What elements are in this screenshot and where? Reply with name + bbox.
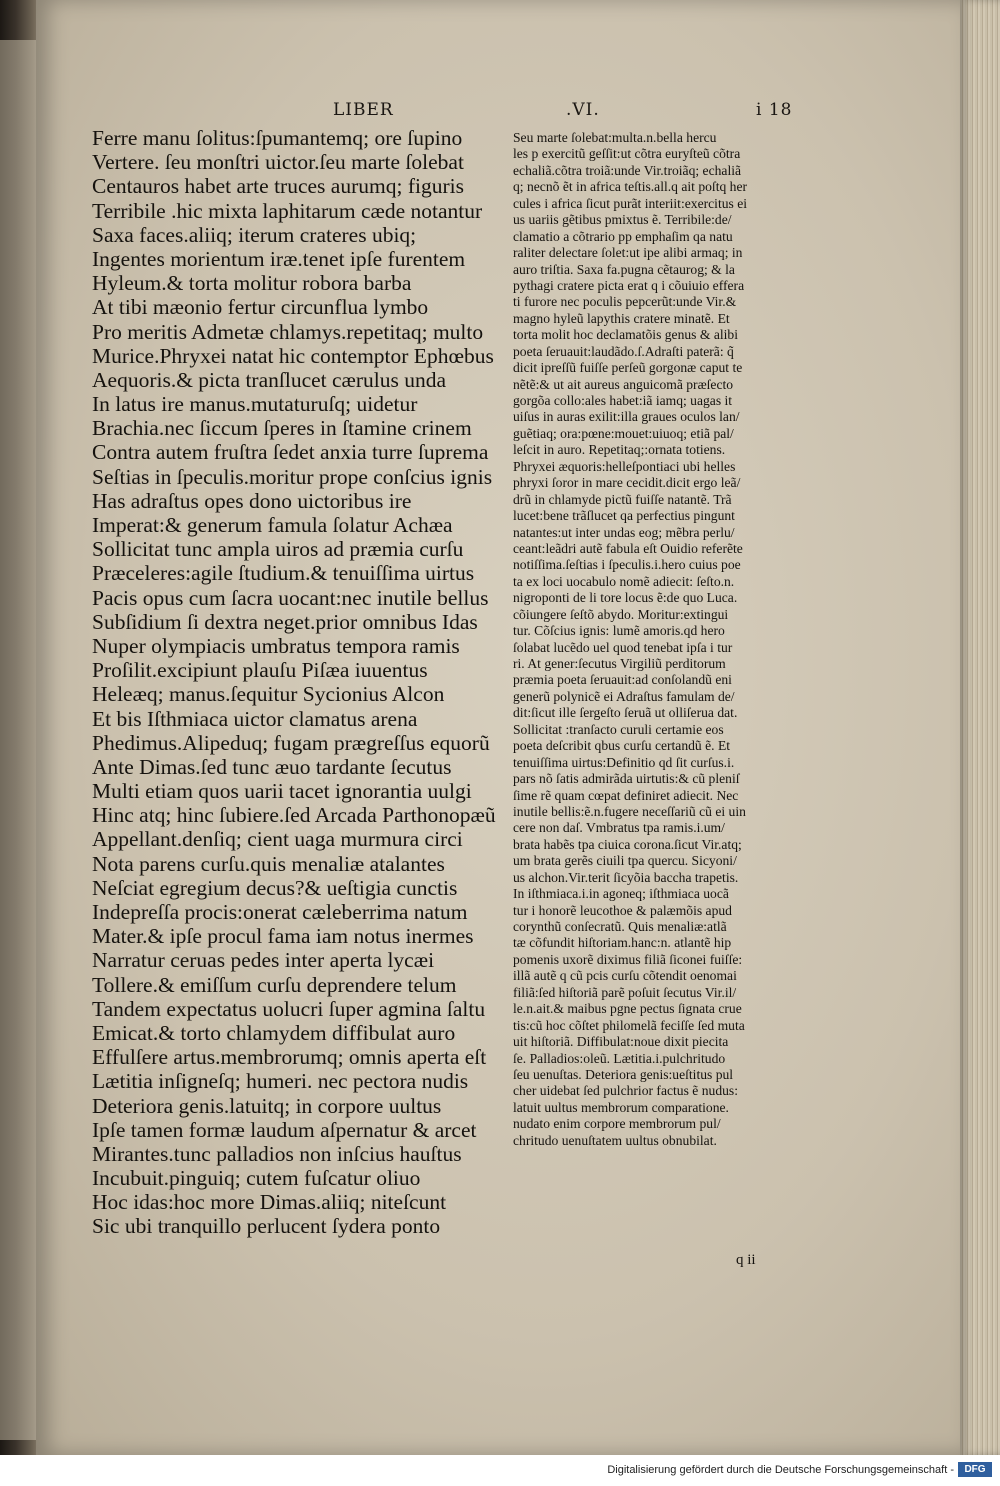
commentary-line: chritudo uenuſtatem uultus obnubilat. — [513, 1132, 717, 1148]
page-stack-edge — [960, 0, 1000, 1455]
commentary-line: uiſus in auras exilit:illa graues oculos lan/ — [513, 409, 740, 425]
header-liber: LIBER — [333, 100, 394, 120]
poem-line: Proſilit.excipiunt plauſu Piſæa iuuentus — [92, 658, 428, 683]
commentary-line: brata habẽs tpa ciuica corona.ſicut Vir.atq; — [513, 836, 742, 852]
dfg-logo: DFG — [958, 1462, 992, 1477]
commentary-line: poeta deſcribit qbus curſu certandũ ẽ. Et — [513, 738, 731, 754]
poem-line: Murice.Phryxei natat hic contemptor Ephœbus — [92, 343, 494, 368]
commentary-line: q; necnõ ẽt in africa teſtis.all.q ait poſtq her — [513, 179, 748, 195]
commentary-line: corynthũ conſecratũ. Quis menaliæ:atlã — [513, 919, 727, 934]
poem-line: Phedimus.Alipeduq; fugam prægreſſus equorũ — [92, 730, 490, 755]
commentary-line: tur i honorẽ leucothoe & palæmõis apud — [513, 902, 732, 918]
poem-line: Vertere. ſeu monſtri uictor.ſeu marte ſolebat — [92, 150, 464, 175]
commentary-line: nẽtẽ:& ut ait aureus anguicomã præſecto — [513, 376, 734, 392]
commentary-line: ſeu uenuſtas. Deteriora genis:ueſtitus pul — [513, 1066, 734, 1082]
commentary-column — [513, 130, 813, 1149]
poem-line: Centauros habet arte truces aurumq; figuris — [92, 174, 464, 199]
commentary-line: pythagi cratere picta erat q i cõuiuio effera — [513, 277, 745, 293]
poem-line: In latus ire manus.mutaturuſq; uidetur — [92, 392, 418, 417]
poem-line: Tandem expectatus uolucri ſuper agmina ſaltu — [92, 996, 486, 1021]
poem-column — [92, 126, 512, 1239]
commentary-line: pomenis uxorẽ diximus filiã ſiconei fuiſſe: — [513, 951, 743, 967]
commentary-line: drũ in chlamyde pictũ fuiſſe natantẽ. Trã — [513, 491, 732, 507]
commentary-line: us uariis gẽtibus pmixtus ẽ. Terribile:de/ — [513, 212, 732, 228]
commentary-line: Phryxei æquoris:helleſpontiaci ubi helles — [513, 458, 736, 474]
poem-line: Subſidium ſi dextra neget.prior omnibus Idas — [92, 609, 478, 634]
poem-line: Multi etiam quos uarii tacet ignorantia uulgi — [92, 779, 472, 804]
poem-line: Emicat.& torto chlamydem diffibulat auro — [92, 1020, 456, 1045]
poem-line: Deteriora genis.latuitq; in corpore uultus — [92, 1093, 442, 1118]
commentary-line: cõiungere ſeſtõ abydo. Moritur:extingui — [513, 606, 729, 622]
commentary-line: us alchon.Vir.terit ſicyõia baccha trapetis. — [513, 869, 739, 885]
poem-line: Nuper olympiacis umbratus tempora ramis — [92, 633, 460, 658]
poem-line: Lætitia inſigneſq; humeri. nec pectora nudis — [92, 1069, 469, 1094]
commentary-line: lucet:bene trãſlucet qa perfectius pingunt — [513, 508, 735, 524]
commentary-line: ſime rẽ quam cœpat definiret adiecit. Nec — [513, 787, 739, 803]
poem-line: Imperat:& generum famula ſolatur Achæa — [92, 513, 453, 537]
commentary-line: ceant:leãdri autẽ fabula eſt Ouidio referẽte — [513, 540, 743, 556]
commentary-line: cules i africa ſicut purãt interiit:exercitus ei — [513, 195, 748, 211]
poem-line: Saxa faces.aliiq; iterum crateres ubiq; — [92, 222, 417, 247]
previous-page-edge — [0, 40, 36, 1440]
commentary-line: filiã:ſed hiſtoriã parẽ poſuit ſecutus Vir.il/ — [513, 984, 737, 1000]
commentary-line: raliter delectare ſolet:ut ipe alibi armaq; in — [513, 245, 743, 261]
commentary-line: dicit ipreſſũ fuiſſe perſeũ gorgonæ caput te — [513, 360, 743, 376]
commentary-line: echaliã.cõtra troiã:unde Vir.troiãq; echaliã — [513, 162, 742, 178]
poem-line: Hinc atq; hinc ſubiere.ſed Arcada Parthonopæũ — [92, 803, 496, 828]
poem-line: Incubuit.pinguiq; cutem fuſcatur oliuo — [92, 1166, 421, 1191]
poem-line: Effulſere artus.membrorumq; omnis aperta eſt — [92, 1045, 487, 1070]
folio-number: i 18 — [756, 100, 793, 120]
poem-line: Ante Dimas.ſed tunc æuo tardante ſecutus — [92, 754, 452, 779]
funding-notice: Digitalisierung gefördert durch die Deutsche Forschungsgemeinschaft - — [607, 1464, 954, 1476]
poem-line: Hoc idas:hoc more Dimas.aliiq; niteſcunt — [92, 1190, 447, 1215]
commentary-line: Sollicitat :tranſacto curuli certamie eos — [513, 721, 724, 737]
commentary-line: ta ex loci uocabulo nomẽ adiecit: ſeſto.n. — [513, 573, 735, 589]
commentary-line: clamatio a cõtrario pp emphaſim qa natu — [513, 228, 733, 244]
commentary-line: generũ polynicẽ ei Adraſtus famulam de/ — [513, 688, 735, 704]
commentary-line: leſcit in auro. Repetitaq;:ornata totiens. — [513, 442, 726, 458]
poem-line: Pro meritis Admetæ chlamys.repetitaq; multo — [92, 319, 484, 344]
commentary-line: latuit uultus membrorum comparatione. — [513, 1099, 729, 1115]
commentary-line: cere non daſ. Vmbratus tpa ramis.i.um/ — [513, 820, 725, 836]
poem-line: Indepreſſa procis:onerat cæleberrima natum — [92, 900, 468, 924]
poem-line: Sollicitat tunc ampla uiros ad præmia curſu — [92, 537, 464, 562]
commentary-line: natantes:ut inter undas eog; mẽbra perlu/ — [513, 524, 735, 540]
commentary-line: Seu marte ſolebat:multa.n.bella hercu — [513, 130, 717, 145]
commentary-line: ſolabat lucẽdo uel quod tenebat ipſa i tur — [513, 639, 733, 655]
commentary-line: gorgõa collo:ales habet:iã iamq; uagas it — [513, 393, 733, 408]
commentary-line: tur. Cõſcius ignis: lumẽ amoris.qd hero — [513, 623, 725, 639]
poem-line: Neſciat egregium decus?& ueſtigia cunctis — [92, 875, 458, 900]
header-book-number: .VI. — [566, 100, 600, 120]
poem-line: Has adraſtus opes dono uictoribus ire — [92, 488, 412, 513]
poem-line: Ingentes morientum iræ.tenet ipſe furentem — [92, 246, 466, 271]
poem-line: Mirantes.tunc palladios non inſcius hauſtus — [92, 1141, 462, 1166]
commentary-line: poeta ſeruauit:laudãdo.ſ.Adraſti paterã: q̃ — [513, 343, 734, 359]
commentary-line: notiſſima.ſeſtias i ſpeculis.i.hero cuius poe — [513, 557, 741, 573]
commentary-line: ſe. Palladios:oleũ. Lætitia.i.pulchritudo — [513, 1050, 726, 1066]
commentary-line: cher uidebat ſed pulchrior factus ẽ nudus: — [513, 1083, 738, 1099]
poem-line: Aequoris.& picta tranſlucet cærulus unda — [92, 367, 447, 392]
poem-line: Narratur ceruas pedes inter aperta lycæi — [92, 948, 435, 973]
commentary-line: tenuiſſima uirtus:Definitio qd ſit curſus.i. — [513, 754, 735, 770]
commentary-line: guẽtiaq; ora:pœne:mouet:uiuoq; etiã pal/ — [513, 425, 734, 441]
commentary-line: um brata gerẽs ciuili tpa quercu. Sicyoni/ — [513, 853, 737, 869]
commentary-line: le.n.ait.& maibus pgne pectus ſignata crue — [513, 1001, 742, 1017]
footer-bar — [0, 1455, 1000, 1486]
commentary-line: ri. At gener:ſecutus Virgiliũ perditorum — [513, 656, 726, 671]
poem-line: Præceleres:agile ſtudium.& tenuiſſima uirtus — [92, 561, 475, 586]
commentary-line: auro triſtia. Saxa fa.pugna cẽtaurog; & la — [513, 261, 735, 277]
poem-line: Hyleum.& torta molitur robora barba — [92, 271, 412, 296]
poem-line: Brachia.nec ſiccum ſperes in ſtamine crinem — [92, 416, 472, 441]
commentary-line: nudato enim corpore membrorum pul/ — [513, 1116, 721, 1132]
book-page — [36, 0, 960, 1455]
commentary-line: uit hiſtoriã. Diffibulat:noue dixit piecita — [513, 1034, 729, 1050]
poem-line: Sic ubi tranquillo perlucent ſydera ponto — [92, 1214, 441, 1239]
commentary-line: inutile bellis:ẽ.n.fugere neceſſariũ cũ ei uin — [513, 803, 746, 819]
poem-line: Ipſe tamen formæ laudum aſpernatur & arcet — [92, 1117, 477, 1142]
commentary-line: pars nõ ſatis admirãda uirtutis:& cũ pleniſ — [513, 771, 740, 787]
poem-line: Terribile .hic mixta laphitarum cæde notantur — [92, 198, 483, 223]
poem-line: Contra autem fruſtra ſedet anxia turre ſuprema — [92, 440, 489, 465]
commentary-line: tæ cõfundit hiſtoriam.hanc:n. atlantẽ hip — [513, 935, 732, 951]
poem-line: Appellant.denſiq; cient uaga murmura circi — [92, 827, 463, 852]
commentary-line: nigroponti de li tore locus ẽ:de quo Luca. — [513, 590, 738, 606]
commentary-line: In iſthmiaca.i.in agoneq; iſthmiaca uocã — [513, 886, 729, 902]
commentary-line: tis:cũ hoc cõſtet philomelã feciſſe ſed muta — [513, 1017, 745, 1033]
commentary-line: phryxi ſoror in mare cecidit.dicit ergo leã/ — [513, 475, 741, 491]
commentary-line: les p exercitũ geſſit:ut cõtra euryſteũ cõtra — [513, 146, 741, 162]
commentary-line: dit:ſicut ille ſergeſto ſeruã ut olliſerua dat. — [513, 705, 738, 721]
signature-mark: q ii — [736, 1252, 756, 1268]
commentary-line: magno hyleũ lapythis cratere minatẽ. Et — [513, 310, 730, 326]
poem-line: Pacis opus cum ſacra uocant:nec inutile bellus — [92, 585, 489, 610]
commentary-line: præmia poeta ſeruauit:ad conſolandũ eni — [513, 672, 732, 688]
poem-line: Nota parens curſu.quis menaliæ atalantes — [92, 851, 445, 876]
poem-line: At tibi mæonio fertur circunflua lymbo — [92, 295, 429, 320]
commentary-line: illã autẽ q cũ pcis curſu cõtendit oenomai — [513, 968, 737, 984]
poem-line: Et bis Iſthmiaca uictor clamatus arena — [92, 706, 418, 731]
commentary-line: torta molit hoc declamatõis genus & alibi — [513, 327, 739, 343]
poem-line: Mater.& ipſe procul fama iam notus inermes — [92, 924, 474, 949]
poem-line: Seſtias in ſpeculis.moritur prope conſcius ignis — [92, 464, 493, 489]
poem-line: Tollere.& emiſſum curſu deprendere telum — [92, 972, 457, 997]
commentary-line: ti furore nec poculis pepcerũt:unde Vir.& — [513, 294, 737, 310]
poem-line: Ferre manu ſolitus:ſpumantemq; ore ſupino — [92, 126, 463, 150]
poem-line: Heleæq; manus.ſequitur Sycionius Alcon — [92, 682, 445, 707]
